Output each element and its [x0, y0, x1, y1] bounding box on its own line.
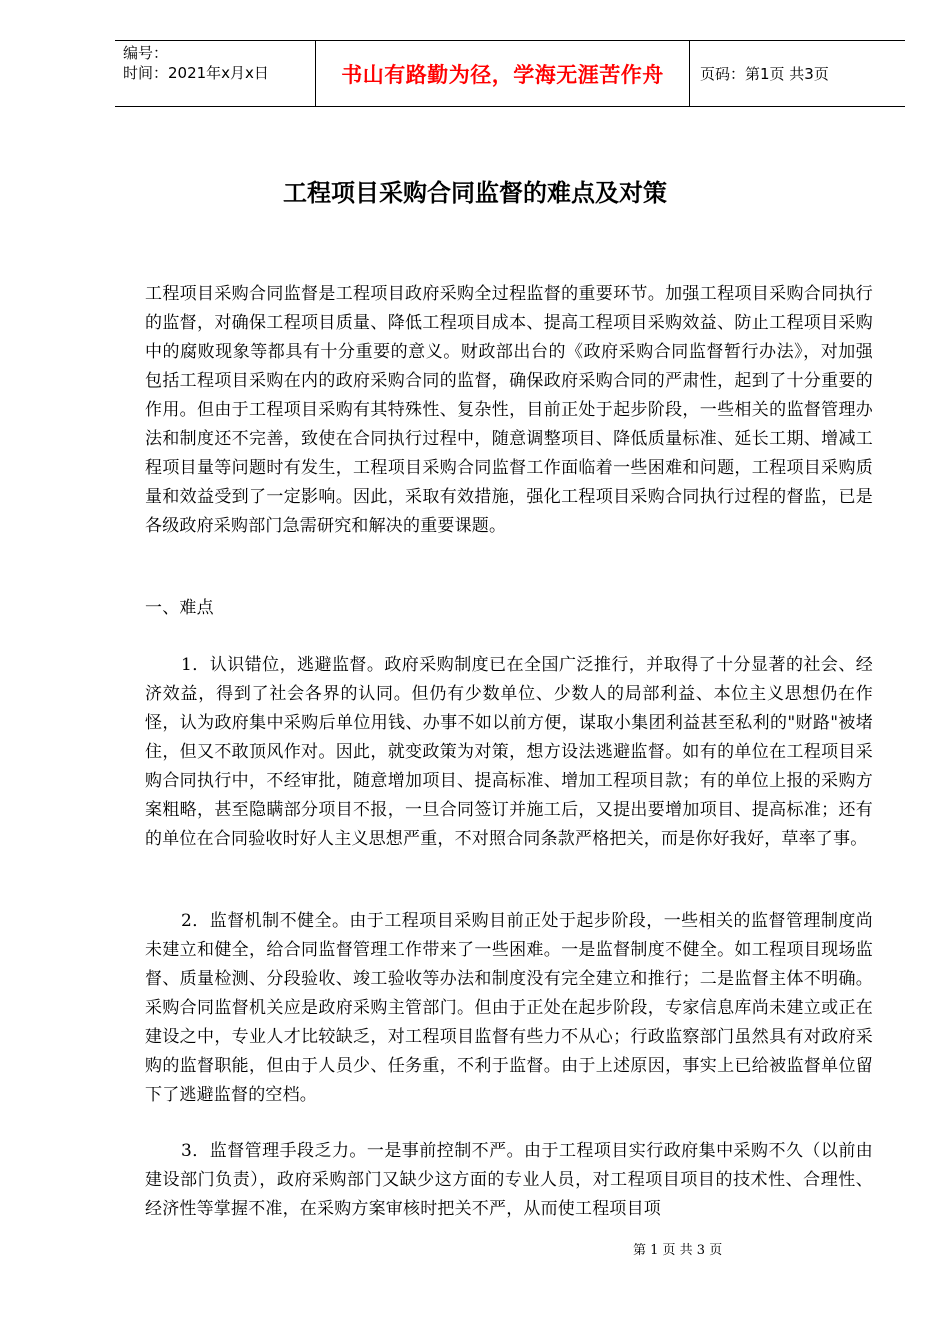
document-title: 工程项目采购合同监督的难点及对策 [283, 178, 667, 207]
paragraph-point-2: 2．监督机制不健全。由于工程项目采购目前正处于起步阶段，一些相关的监督管理制度尚未建立和健全，给合同监督管理工作带来了一些困难。一是监督制度不健全。如工程项目现场监督、质量检测、分段验收、竣工验收等办法和制度没有完全建立和推行；二是监督主体不明确。采购合同监督机关应是政府采购主管部门。但由于正处在起步阶段，专家信息库尚未建立或正在建设之中，专业人才比较缺乏，对工程项目监督有些力不从心；行政监察部门虽然具有对政府采购的监督职能，但由于人员少、任务重，不利于监督。由于上述原因，事实上已给被监督单位留下了逃避监督的空档。 [145, 911, 873, 1105]
header-motto: 书山有路勤为径，学海无涯苦作舟 [316, 41, 690, 106]
header-meta [115, 41, 316, 106]
time-label: 时间：2021年x月x日 [123, 64, 269, 82]
paragraph-point-3: 3．监督管理手段乏力。一是事前控制不严。由于工程项目实行政府集中采购不久（以前由建设部门负责），政府采购部门又缺少这方面的专业人员，对工程项目项目的技术性、合理性、经济性等掌握不准，在采购方案审核时把关不严，从而使工程项目项 [145, 1141, 873, 1219]
section-heading-difficulties: 一、难点 [145, 598, 214, 618]
page-footer: 第 1 页 共 3 页 [633, 1243, 723, 1258]
intro-paragraph: 工程项目采购合同监督是工程项目政府采购全过程监督的重要环节。加强工程项目采购合同执行的监督，对确保工程项目质量、降低工程项目成本、提高工程项目采购效益、防止工程项目采购中的腐败现象等都具有十分重要的意义。财政部出台的《政府采购合同监督暂行办法》，对加强包括工程项目采购在内的政府采购合同的监督，确保政府采购合同的严肃性，起到了十分重要的作用。但由于工程项目采购有其特殊性、复杂性，目前正处于起步阶段，一些相关的监督管理办法和制度还不完善，致使在合同执行过程中，随意调整项目、降低质量标准、延长工期、增减工程项目量等问题时有发生，工程项目采购合同监督工作面临着一些困难和问题，工程项目采购质量和效益受到了一定影响。因此，采取有效措施，强化工程项目采购合同执行过程的督监，已是各级政府采购部门急需研究和解决的重要课题。 [145, 284, 873, 536]
header-page-info: 页码：第1页 共3页 [700, 65, 829, 83]
serial-label: 编号： [123, 44, 169, 62]
paragraph-point-1: 1．认识错位，逃避监督。政府采购制度已在全国广泛推行，并取得了十分显著的社会、经济效益，得到了社会各界的认同。但仍有少数单位、少数人的局部利益、本位主义思想仍在作怪，认为政府集中采购后单位用钱、办事不如以前方便，谋取小集团利益甚至私利的"财路"被堵住，但又不敢顶风作对。因此，就变政策为对策，想方设法逃避监督。如有的单位在工程项目采购合同执行中，不经审批，随意增加项目、提高标准、增加工程项目款；有的单位上报的采购方案粗略，甚至隐瞒部分项目不报，一旦合同签订并施工后，又提出要增加项目、提高标准；还有的单位在合同验收时好人主义思想严重，不对照合同条款严格把关，而是你好我好，草率了事。 [145, 655, 873, 849]
document-header [115, 40, 905, 107]
